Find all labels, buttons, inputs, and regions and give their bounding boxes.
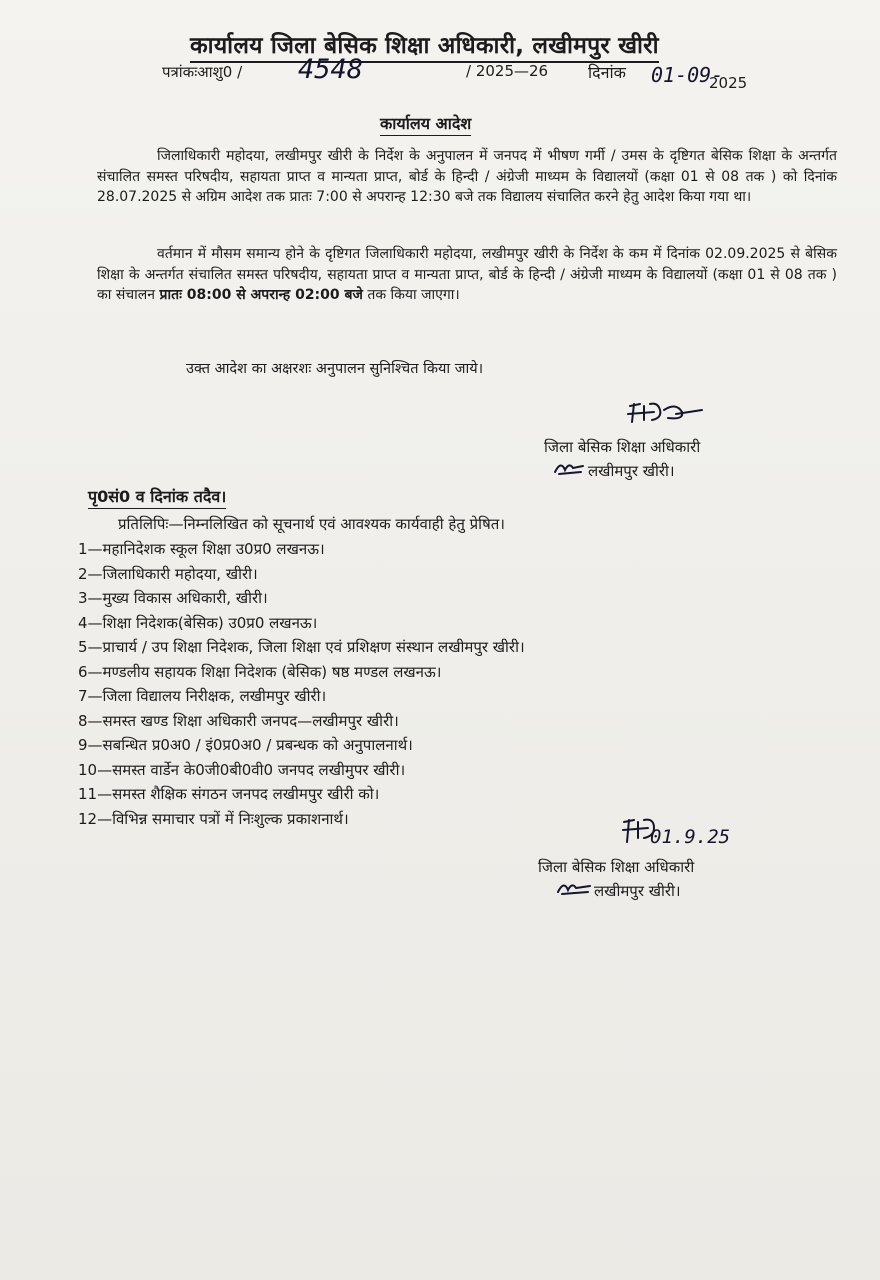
signatory-place-1: लखीमपुर खीरी।	[588, 462, 675, 480]
recipient-list	[78, 537, 525, 831]
recipient-item: 2—जिलाधिकारी महोदया, खीरी।	[78, 564, 258, 583]
initials-scribble-2	[556, 878, 596, 898]
recipient-item: 4—शिक्षा निदेशक(बेसिक) उ0प्र0 लखनऊ।	[78, 613, 318, 632]
copy-intro: प्रतिलिपिः—निम्नलिखित को सूचनार्थ एवं आवश्यक कार्यवाही हेतु प्रेषित।	[118, 515, 505, 533]
initials-scribble-1	[553, 458, 589, 478]
order-paragraph-1: जिलाधिकारी महोदया, लखीमपुर खीरी के निर्देश के अनुपालन में जनपद में भीषण गर्मी / उमस के दृष्टिगत बेसिक शिक्षा के अन्तर्गत संचालित समस्त परिषदीय, सहायता प्राप्त व मान्यता प्राप्त, बोर्ड के हिन्दी / अंग्रेजी माध्यम के विद्यालयों (कक्षा 01 से 08 तक ) को दिनांक 28.07.2025 से अग्रिम आदेश तक प्रातः 7:00 से अपरान्ह 12:30 बजे तक विद्यालय संचालित करने हेतु आदेश किया गया था।	[97, 148, 837, 205]
compliance-line: उक्त आदेश का अक्षरशः अनुपालन सुनिश्चित किया जाये।	[186, 361, 484, 377]
recipient-item: 11—समस्त शैक्षिक संगठन जनपद लखीमपुर खीरी को।	[78, 785, 380, 803]
recipient-item: 12—विभिन्न समाचार पत्रों में निःशुल्क प्रकाशनार्थ।	[78, 809, 349, 828]
recipient-item: 8—समस्त खण्ड शिक्षा अधिकारी जनपद—लखीमपुर खीरी।	[78, 711, 399, 730]
copy-heading: पृ0सं0 व दिनांक तदैव।	[88, 485, 226, 509]
recipient-item: 1—महानिदेशक स्कूल शिक्षा उ0प्र0 लखनऊ।	[78, 540, 325, 558]
office-title: कार्यालय जिला बेसिक शिक्षा अधिकारी, लखीमपुर खीरी	[190, 28, 659, 63]
recipient-item: 5—प्राचार्य / उप शिक्षा निदेशक, जिला शिक्षा एवं प्रशिक्षण संस्थान लखीमपुर खीरी।	[78, 638, 525, 656]
recipient-item: 3—मुख्य विकास अधिकारी, खीरी।	[78, 589, 268, 607]
signature-date-handwritten: 01.9.25	[650, 826, 731, 848]
reference-prefix: पत्रांकःआशु0 /	[162, 63, 243, 81]
signatory-title-2: जिला बेसिक शिक्षा अधिकारी	[538, 858, 695, 876]
reference-number-handwritten: 4548	[298, 54, 364, 85]
signatory-place-2: लखीमपुर खीरी।	[594, 882, 681, 900]
signatory-title-1: जिला बेसिक शिक्षा अधिकारी	[544, 438, 701, 456]
date-year: 2025	[709, 74, 748, 92]
recipient-item: 7—जिला विद्यालय निरीक्षक, लखीमपुर खीरी।	[78, 687, 327, 705]
recipient-item: 9—सबन्धित प्र0अ0 / इं0प्र0अ0 / प्रबन्धक को अनुपालनार्थ।	[78, 736, 413, 754]
order-subject: कार्यालय आदेश	[380, 112, 471, 136]
reference-session: / 2025—26	[466, 62, 549, 80]
paragraph-2-end: तक किया जाएगा।	[362, 287, 460, 303]
date-handwritten: 01-09-	[651, 63, 724, 87]
paragraph-2-text: वर्तमान में मौसम समान्य होने के दृष्टिगत जिलाधिकारी महोदया, लखीमपुर खीरी के निर्देश के कम में दिनांक 02.09.2025 से बेसिक शिक्षा के अन्तर्गत संचालित समस्त परिषदीय, सहायता प्राप्त व मान्यता प्राप्त, बोर्ड के हिन्दी / अंग्रेजी माध्यम के विद्यालयों (कक्षा 01 से 08 तक ) का संचालन	[97, 246, 837, 303]
date-label: दिनांक	[588, 63, 626, 82]
recipient-item: 10—समस्त वार्डेन के0जी0बी0वी0 जनपद लखीमुपर खीरी।	[78, 760, 406, 779]
paragraph-2-timing: प्रातः 08:00 से अपरान्ह 02:00 बजे	[159, 287, 363, 303]
recipient-item: 6—मण्डलीय सहायक शिक्षा निदेशक (बेसिक) षष्ठ मण्डल लखनऊ।	[78, 662, 442, 681]
order-paragraph-2	[97, 244, 837, 306]
officer-signature-1	[624, 398, 708, 428]
